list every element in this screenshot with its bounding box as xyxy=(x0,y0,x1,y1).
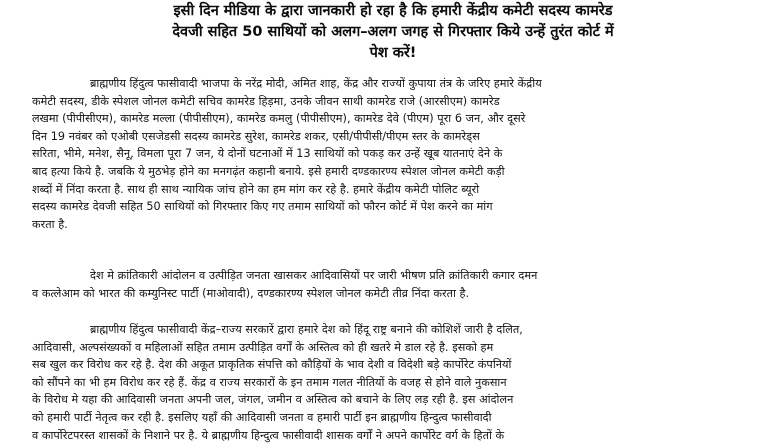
paragraph-line: के विरोध मे यहा की आदिवासी जनता अपनी जल, जंगल, जमीन व अस्तित्व को बचाने के लिए लड़ रही है. इस आंदोलन xyxy=(32,393,514,407)
paragraph-line: ब्राह्मणीय हिंदुत्व फासीवादी केंद्र–राज्य सरकारें द्वारा हमारे देश को हिंदू राष्ट्र बनाने की कोशिशें जारी है दलित, xyxy=(90,323,523,336)
paragraph-line: ब्राह्मणीय हिंदुत्व फासीवादी भाजपा के नरेंद्र मोदी, अमित शाह, केंद्र और राज्यों कुपाया तंत्र के जरिए हमारे केंद्रीय xyxy=(90,77,542,90)
paragraph-line: व कत्लेआम को भारत की कम्युनिस्ट पार्टी (माओवादी), दण्डकारण्य स्पेशल जोनल कमेटी तीव्र निंदा करता है. xyxy=(32,286,470,300)
paragraph-line: आदिवासी, अल्पसंख्यकों व महिलाओं सहित तमाम उत्पीड़ित वर्गों के अस्तित्व को ही खतरे मे डाल रहे है. इसको हम xyxy=(32,340,494,354)
paragraph-condemnation xyxy=(32,267,752,302)
paragraph-state-policies xyxy=(32,321,752,444)
paragraph-line: देश मे क्रांतिकारी आंदोलन व उत्पीड़ित जनता खासकर आदिवासियों पर जारी भीषण प्रति क्रांतिकारी कगार दमन xyxy=(90,269,538,282)
paragraph-line: को सौंपने का भी हम विरोध कर रहे हैं. केंद्र व राज्य सरकारों के इन तमाम गलत नीतियों के वजह से होने वाले नुकसान xyxy=(32,375,507,389)
paragraph-line: को हमारी पार्टी नेतृत्व कर रही है. इसलिए यहाँ की आदिवासी जनता व हमारी पार्टी इन ब्राह्मणीय हिन्दुत्व फासीवादी xyxy=(32,410,492,424)
headline-line: देवजी सहित 50 साथियों को अलग–अलग जगह से गिरफ्तार किये उन्हें तुरंत कोर्ट में xyxy=(172,24,614,40)
paragraph-line: व कार्पोरेटपरस्त शासकों के निशाने पर है. ये ब्राह्मणीय हिन्दुत्व फासीवादी शासक वर्गों ने अपने कार्पोरेट वर्ग के हितों के xyxy=(32,428,505,442)
headline-line: इसी दिन मीडिया के द्वारा जानकारी हो रहा है कि हमारी केंद्रीय कमेटी सदस्य कामरेड xyxy=(173,3,613,19)
paragraph-line: सदस्य कामरेड देवजी सहित 50 साथियों को गिरफ्तार किए गए तमाम साथियों को फौरन कोर्ट में पेश करने का मांग xyxy=(32,200,493,214)
paragraph-line: सरिता, भीमे, मनेश, सैनू, विमला पूरा 7 जन, ये दोनों घटनाओं में 13 साथियों को पकड़ कर उन्हें खूब यातनाएं देने के xyxy=(32,147,503,161)
paragraph-arrests-and-killings xyxy=(32,75,752,233)
paragraph-line: सब खुल कर विरोध कर रहे है. देश की अकूत प्राकृतिक संपत्ति को कौड़ियों के भाव देशी व विदेशी बड़े कार्पोरेट कंपनियों xyxy=(32,358,512,372)
paragraph-line: करता है. xyxy=(32,217,68,231)
headline-line: पेश करें! xyxy=(369,45,417,61)
paragraph-line: शब्दों में निंदा करता है. साथ ही साथ न्यायिक जांच होने का हम मांग कर रहे है. हमारे केंद्रीय कमेटी पोलिट ब्यूरो xyxy=(32,182,480,196)
paragraph-line: कमेटी सदस्य, डीके स्पेशल जोनल कमेटी सचिव कामरेड हिड़मा, उनके जीवन साथी कामरेड राजे (आरसीएम) कामरेड xyxy=(32,94,500,108)
paragraph-line: दिन 19 नवंबर को एओबी एसजेडसी सदस्य कामरेड सुरेश, कामरेड शकर, एसी/पीपीसी/पीएम स्तर के कामरेड्स xyxy=(32,129,480,143)
headline xyxy=(38,1,748,64)
paragraph-line: लखमा (पीपीसीएम), कामरेड मल्ला (पीपीसीएम), कामरेड कमलु (पीपीसीएम), कामरेड देवे (पीएम) पूरा 6 जन, और दूसरे xyxy=(32,112,526,126)
paragraph-line: बाद हत्या किये है. जबकि ये मुठभेड़ होने का मनगढ़ंत कहानी बनाये. इसे हमारी दण्डकारण्य स्पेशल जोनल कमेटी कड़ी xyxy=(32,164,505,178)
